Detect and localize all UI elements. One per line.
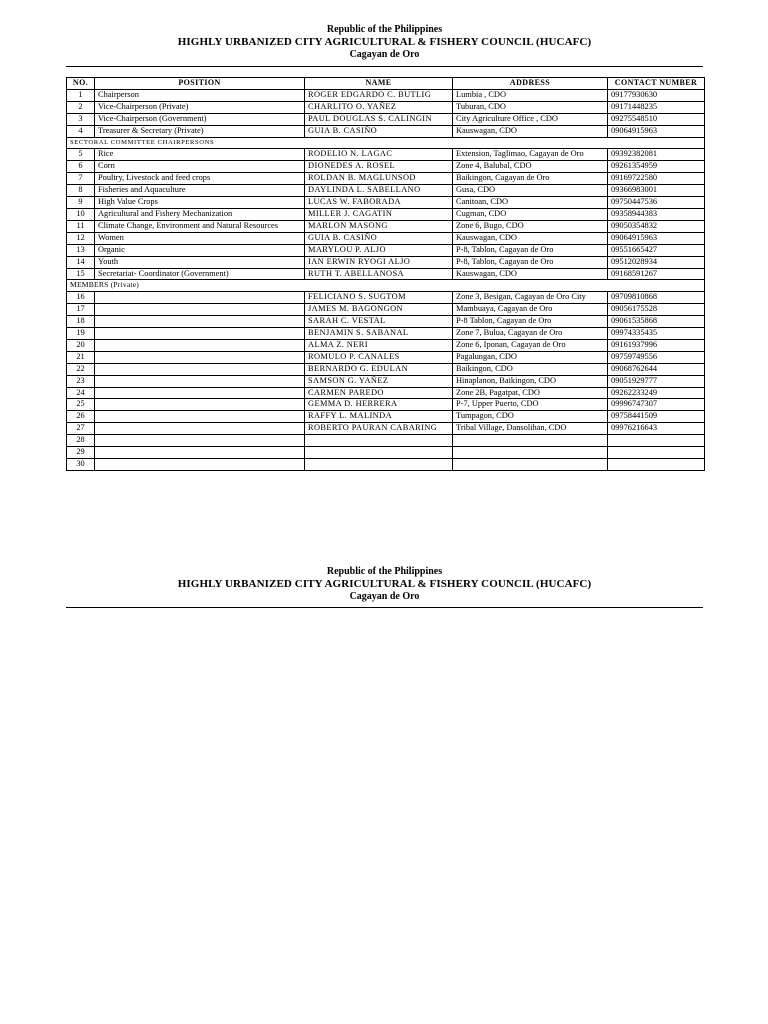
cell-position [95, 304, 305, 316]
table-row [67, 256, 705, 268]
table-row [67, 447, 705, 459]
cell-contact: 09161937996 [608, 339, 705, 351]
cell-contact: 09275548510 [608, 113, 705, 125]
table-row [67, 363, 705, 375]
cell-name: CHARLITO O. YAÑEZ [305, 101, 453, 113]
cell-no: 3 [67, 113, 95, 125]
cell-no: 29 [67, 447, 95, 459]
cell-contact: 09709810868 [608, 292, 705, 304]
cell-address [453, 447, 608, 459]
cell-no: 13 [67, 244, 95, 256]
cell-address: Zone 2B, Pagatpat, CDO [453, 387, 608, 399]
cell-position: Poultry, Livestock and feed crops [95, 173, 305, 185]
cell-name: MARLON MASONG [305, 220, 453, 232]
cell-name: GUIA B. CASIÑO [305, 125, 453, 137]
cell-no: 6 [67, 161, 95, 173]
cell-name: SAMSON G. YAÑEZ [305, 375, 453, 387]
cell-no: 28 [67, 435, 95, 447]
table-row [67, 423, 705, 435]
cell-address: Zone 6, Bugo, CDO [453, 220, 608, 232]
cell-contact [608, 459, 705, 471]
header-council-name: HIGHLY URBANIZED CITY AGRICULTURAL & FISHERY COUNCIL (HUCAFC) [177, 36, 592, 48]
cell-address: Lumbia , CDO [453, 89, 608, 101]
table-row [67, 435, 705, 447]
cell-position [95, 459, 305, 471]
cell-address: Zone 3, Besigan, Cagayan de Oro City [453, 292, 608, 304]
cell-no: 16 [67, 292, 95, 304]
cell-position: Fisheries and Aquaculture [95, 185, 305, 197]
cell-no: 17 [67, 304, 95, 316]
cell-name: LUCAS W. FABORADA [305, 197, 453, 209]
cell-contact: 09068762644 [608, 363, 705, 375]
cell-position: Vice-Chairperson (Private) [95, 101, 305, 113]
table-row [67, 161, 705, 173]
cell-contact: 09974335435 [608, 328, 705, 340]
table-row [67, 304, 705, 316]
section-row-members [67, 280, 705, 292]
table-row [67, 244, 705, 256]
cell-no: 27 [67, 423, 95, 435]
cell-contact [608, 447, 705, 459]
header-republic: Republic of the Philippines [326, 566, 443, 577]
column-header-address: ADDRESS [453, 78, 608, 90]
cell-address: Extension, Taglimao, Cagayan de Oro [453, 149, 608, 161]
cell-name: MARYLOU P. ALJO [305, 244, 453, 256]
cell-address: P-8, Tablon, Cagayan de Oro [453, 256, 608, 268]
cell-address: Tumpagon, CDO [453, 411, 608, 423]
cell-contact: 09177930630 [608, 89, 705, 101]
cell-address: P-8, Tablon, Cagayan de Oro [453, 244, 608, 256]
section-row-sectoral-label: SECTORAL COMMITTEE CHAIRPERSONS [67, 137, 705, 149]
cell-name: MILLER J. CAGATIN [305, 208, 453, 220]
cell-name: GEMMA D. HERRERA [305, 399, 453, 411]
cell-no: 11 [67, 220, 95, 232]
column-header-name: NAME [305, 78, 453, 90]
cell-name: DIONEDES A. ROSEL [305, 161, 453, 173]
cell-no: 7 [67, 173, 95, 185]
cell-position [95, 316, 305, 328]
header-city: Cagayan de Oro [349, 591, 420, 602]
cell-address [453, 459, 608, 471]
cell-contact: 09171448235 [608, 101, 705, 113]
cell-address: Tribal Village, Dansolihan, CDO [453, 423, 608, 435]
cell-no: 30 [67, 459, 95, 471]
cell-position [95, 423, 305, 435]
table-row [67, 185, 705, 197]
council-members-table [66, 77, 705, 471]
header-council-name: HIGHLY URBANIZED CITY AGRICULTURAL & FISHERY COUNCIL (HUCAFC) [177, 578, 592, 590]
column-header-contact: CONTACT NUMBER [608, 78, 705, 90]
cell-address: Kauswagan, CDO [453, 232, 608, 244]
cell-address: Baikingon, CDO [453, 363, 608, 375]
section-row-sectoral [67, 137, 705, 149]
cell-contact: 09051929777 [608, 375, 705, 387]
cell-contact: 09261354959 [608, 161, 705, 173]
cell-contact: 09996747307 [608, 399, 705, 411]
table-row [67, 197, 705, 209]
cell-contact: 09976216643 [608, 423, 705, 435]
cell-position [95, 292, 305, 304]
cell-name: DAYLINDA L. SABELLANO [305, 185, 453, 197]
cell-name: GUIA B. CASIÑO [305, 232, 453, 244]
cell-name [305, 459, 453, 471]
cell-no: 23 [67, 375, 95, 387]
cell-name: JAMES M. BAGONGON [305, 304, 453, 316]
cell-no: 14 [67, 256, 95, 268]
cell-contact [608, 435, 705, 447]
header-divider [66, 607, 703, 608]
cell-contact: 09061535868 [608, 316, 705, 328]
cell-name: RODELIO N. LAGAC [305, 149, 453, 161]
cell-address: Hinaplanon, Baikingon, CDO [453, 375, 608, 387]
column-header-position: POSITION [95, 78, 305, 90]
table-header-row [67, 78, 705, 90]
table-row [67, 339, 705, 351]
table-row [67, 351, 705, 363]
header-republic: Republic of the Philippines [326, 24, 443, 35]
cell-contact: 09056175528 [608, 304, 705, 316]
cell-address: City Agriculture Office , CDO [453, 113, 608, 125]
cell-no: 22 [67, 363, 95, 375]
section-row-members-label: MEMBERS (Private) [67, 280, 705, 292]
cell-name: ALMA Z. NERI [305, 339, 453, 351]
cell-no: 10 [67, 208, 95, 220]
table-row [67, 399, 705, 411]
cell-position: High Value Crops [95, 197, 305, 209]
document-header [66, 24, 703, 61]
cell-position: Climate Change, Environment and Natural Resources [95, 220, 305, 232]
cell-no: 26 [67, 411, 95, 423]
cell-name [305, 435, 453, 447]
cell-name: BERNARDO G. EDULAN [305, 363, 453, 375]
cell-name: FELICIANO S. SUGTOM [305, 292, 453, 304]
cell-name: ROMULO P. CANALES [305, 351, 453, 363]
cell-position: Agricultural and Fishery Mechanization [95, 208, 305, 220]
table-row [67, 411, 705, 423]
cell-position: Organic [95, 244, 305, 256]
table-row [67, 387, 705, 399]
table-row [67, 459, 705, 471]
cell-position: Youth [95, 256, 305, 268]
table-row [67, 113, 705, 125]
cell-name: BENJAMIN S. SABANAL [305, 328, 453, 340]
cell-address: Baikingon, Cagayan de Oro [453, 173, 608, 185]
cell-position [95, 411, 305, 423]
cell-no: 19 [67, 328, 95, 340]
cell-position: Rice [95, 149, 305, 161]
cell-position: Women [95, 232, 305, 244]
cell-address: Gusa, CDO [453, 185, 608, 197]
cell-no: 2 [67, 101, 95, 113]
cell-contact: 09392382081 [608, 149, 705, 161]
header-divider [66, 66, 703, 67]
cell-contact: 09759749556 [608, 351, 705, 363]
table-row [67, 125, 705, 137]
cell-name: CARMEN PAREDO [305, 387, 453, 399]
cell-address: Zone 6, Iponan, Cagayan de Oro [453, 339, 608, 351]
cell-no: 15 [67, 268, 95, 280]
cell-no: 20 [67, 339, 95, 351]
cell-address: Zone 7, Bulua, Cagayan de Oro [453, 328, 608, 340]
cell-no: 1 [67, 89, 95, 101]
table-row [67, 208, 705, 220]
table-row [67, 101, 705, 113]
cell-address: Canitoan, CDO [453, 197, 608, 209]
cell-contact: 09758441509 [608, 411, 705, 423]
cell-position [95, 387, 305, 399]
cell-contact: 09050354832 [608, 220, 705, 232]
cell-no: 24 [67, 387, 95, 399]
cell-no: 9 [67, 197, 95, 209]
cell-address: Kauswagan, CDO [453, 268, 608, 280]
cell-contact: 09366983001 [608, 185, 705, 197]
cell-address: Kauswagan, CDO [453, 125, 608, 137]
cell-position [95, 435, 305, 447]
cell-name: SARAH C. VESTAL [305, 316, 453, 328]
cell-contact: 09262233249 [608, 387, 705, 399]
cell-position [95, 328, 305, 340]
cell-contact: 09551665427 [608, 244, 705, 256]
cell-position [95, 399, 305, 411]
cell-position: Corn [95, 161, 305, 173]
column-header-no: NO. [67, 78, 95, 90]
cell-position [95, 375, 305, 387]
cell-address: Cugman, CDO [453, 208, 608, 220]
cell-position: Vice-Chairperson (Government) [95, 113, 305, 125]
cell-contact: 09168591267 [608, 268, 705, 280]
cell-contact: 09064915963 [608, 125, 705, 137]
cell-name: ROBERTO PAURAN CABARING [305, 423, 453, 435]
cell-no: 21 [67, 351, 95, 363]
cell-position: Chairperson [95, 89, 305, 101]
cell-name: ROLDAN B. MAGLUNSOD [305, 173, 453, 185]
table-row [67, 89, 705, 101]
cell-address: P-7, Upper Puerto, CDO [453, 399, 608, 411]
cell-address: Zone 4, Balubal, CDO [453, 161, 608, 173]
cell-position [95, 339, 305, 351]
table-row [67, 328, 705, 340]
table-row [67, 292, 705, 304]
cell-position: Secretariat- Coordinator (Government) [95, 268, 305, 280]
table-row [67, 173, 705, 185]
cell-name: ROGER EDGARDO C. BUTLIG [305, 89, 453, 101]
cell-address: Mambuaya, Cagayan de Oro [453, 304, 608, 316]
cell-address: Tuburan, CDO [453, 101, 608, 113]
cell-name: PAUL DOUGLAS S. CALINGIN [305, 113, 453, 125]
cell-contact: 09064915963 [608, 232, 705, 244]
table-row [67, 220, 705, 232]
cell-address: P-8 Tablon, Cagayan de Oro [453, 316, 608, 328]
table-row [67, 268, 705, 280]
cell-no: 8 [67, 185, 95, 197]
cell-address [453, 435, 608, 447]
cell-no: 25 [67, 399, 95, 411]
cell-no: 18 [67, 316, 95, 328]
cell-position: Treasurer & Secretary (Private) [95, 125, 305, 137]
cell-contact: 09512028934 [608, 256, 705, 268]
cell-no: 4 [67, 125, 95, 137]
cell-address: Pagalungan, CDO [453, 351, 608, 363]
document-header-second [66, 566, 703, 603]
table-row [67, 149, 705, 161]
table-row [67, 316, 705, 328]
cell-no: 5 [67, 149, 95, 161]
header-city: Cagayan de Oro [349, 49, 420, 60]
cell-name: IAN ERWIN RYOGI ALJO [305, 256, 453, 268]
cell-name [305, 447, 453, 459]
table-row [67, 375, 705, 387]
table-row [67, 232, 705, 244]
cell-name: RUTH T. ABELLANOSA [305, 268, 453, 280]
cell-contact: 09358944383 [608, 208, 705, 220]
cell-position [95, 351, 305, 363]
cell-no: 12 [67, 232, 95, 244]
cell-contact: 09750447536 [608, 197, 705, 209]
cell-position [95, 447, 305, 459]
cell-position [95, 363, 305, 375]
cell-contact: 09169722580 [608, 173, 705, 185]
cell-name: RAFFY L. MALINDA [305, 411, 453, 423]
